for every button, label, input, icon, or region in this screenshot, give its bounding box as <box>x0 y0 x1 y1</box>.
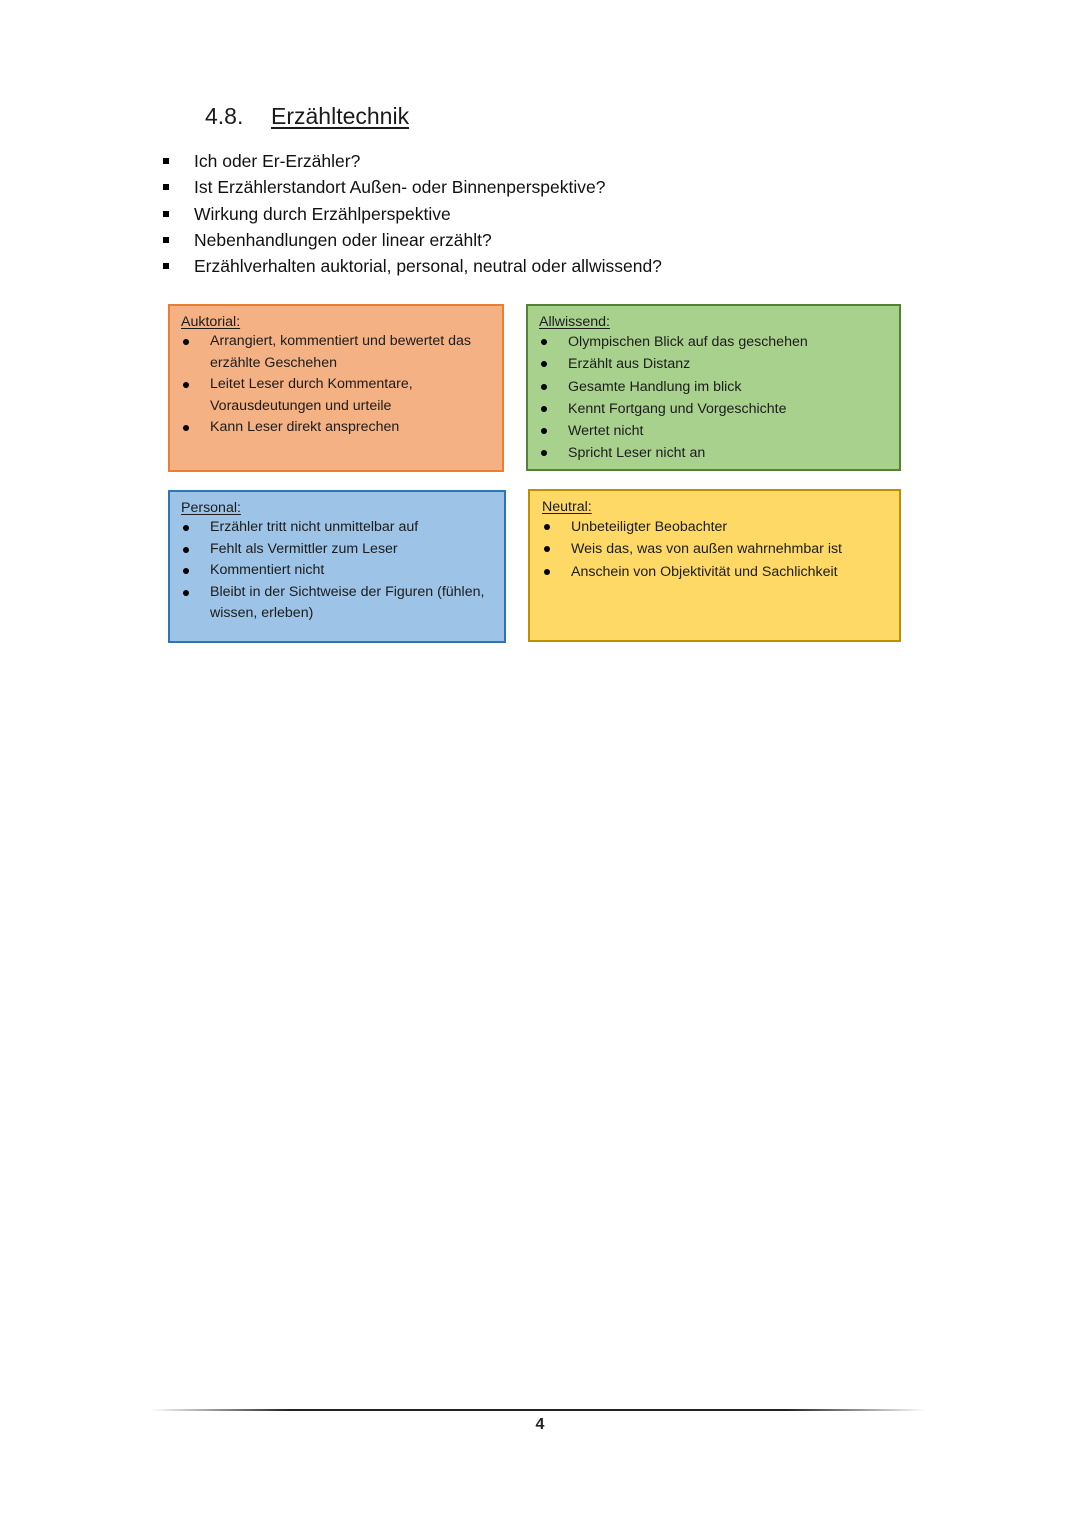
section-number: 4.8. <box>205 103 244 129</box>
box-auktorial <box>168 304 504 472</box>
list-item: Erzählverhalten auktorial, personal, neutral oder allwissend? <box>160 253 662 279</box>
bullet-icon <box>183 568 189 574</box>
list-item: Gesamte Handlung im blick <box>539 376 889 398</box>
list-item: Olympischen Blick auf das geschehen <box>539 331 889 353</box>
box-list <box>181 517 494 625</box>
list-item: Leitet Leser durch Kommentare, Vorausdeutungen und urteile <box>181 374 492 417</box>
list-item: Nebenhandlungen oder linear erzählt? <box>160 227 662 253</box>
box-label: Personal: <box>181 500 241 516</box>
bullet-icon <box>183 590 189 596</box>
list-item: Arrangiert, kommentiert und bewertet das erzählte Geschehen <box>181 331 492 374</box>
square-bullet-icon <box>163 158 169 164</box>
box-list <box>539 331 889 465</box>
box-allwissend <box>526 304 901 471</box>
list-item: Erzählt aus Distanz <box>539 353 889 375</box>
bullet-icon <box>544 524 550 530</box>
page-number: 4 <box>535 1416 545 1433</box>
list-item: Kommentiert nicht <box>181 560 494 582</box>
section-title: Erzähltechnik <box>271 103 410 129</box>
box-list <box>181 331 492 439</box>
box-label: Neutral: <box>542 499 592 515</box>
footer-divider <box>150 1409 926 1411</box>
bullet-icon <box>183 382 189 388</box>
bullet-icon <box>541 384 547 390</box>
list-item: Ich oder Er-Erzähler? <box>160 148 662 174</box>
list-item: Ist Erzählerstandort Außen- oder Binnenperspektive? <box>160 174 662 200</box>
bullet-icon <box>544 569 550 575</box>
square-bullet-icon <box>163 184 169 190</box>
section-heading <box>205 103 409 130</box>
box-label: Auktorial: <box>181 314 241 330</box>
bullet-icon <box>544 546 550 552</box>
bullet-icon <box>183 525 189 531</box>
list-item: Kann Leser direkt ansprechen <box>181 417 492 439</box>
bullet-icon <box>541 361 547 367</box>
list-item: Anschein von Objektivität und Sachlichkeit <box>542 561 889 583</box>
bullet-icon <box>183 547 189 553</box>
box-neutral <box>528 489 901 642</box>
list-item: Kennt Fortgang und Vorgeschichte <box>539 398 889 420</box>
bullet-icon <box>541 406 547 412</box>
square-bullet-icon <box>163 211 169 217</box>
box-label: Allwissend: <box>539 314 610 330</box>
bullet-icon <box>541 428 547 434</box>
list-item: Spricht Leser nicht an <box>539 442 889 464</box>
list-item: Wirkung durch Erzählperspektive <box>160 201 662 227</box>
list-item: Wertet nicht <box>539 420 889 442</box>
square-bullet-icon <box>163 263 169 269</box>
list-item: Bleibt in der Sichtweise der Figuren (fühlen, wissen, erleben) <box>181 582 494 625</box>
bullet-icon <box>541 450 547 456</box>
bullet-icon <box>541 339 547 345</box>
box-list <box>542 516 889 583</box>
square-bullet-icon <box>163 237 169 243</box>
question-list <box>160 148 662 279</box>
bullet-icon <box>183 425 189 431</box>
bullet-icon <box>183 339 189 345</box>
list-item: Weis das, was von außen wahrnehmbar ist <box>542 538 889 560</box>
list-item: Erzähler tritt nicht unmittelbar auf <box>181 517 494 539</box>
box-personal <box>168 490 506 643</box>
list-item: Unbeteiligter Beobachter <box>542 516 889 538</box>
list-item: Fehlt als Vermittler zum Leser <box>181 539 494 561</box>
